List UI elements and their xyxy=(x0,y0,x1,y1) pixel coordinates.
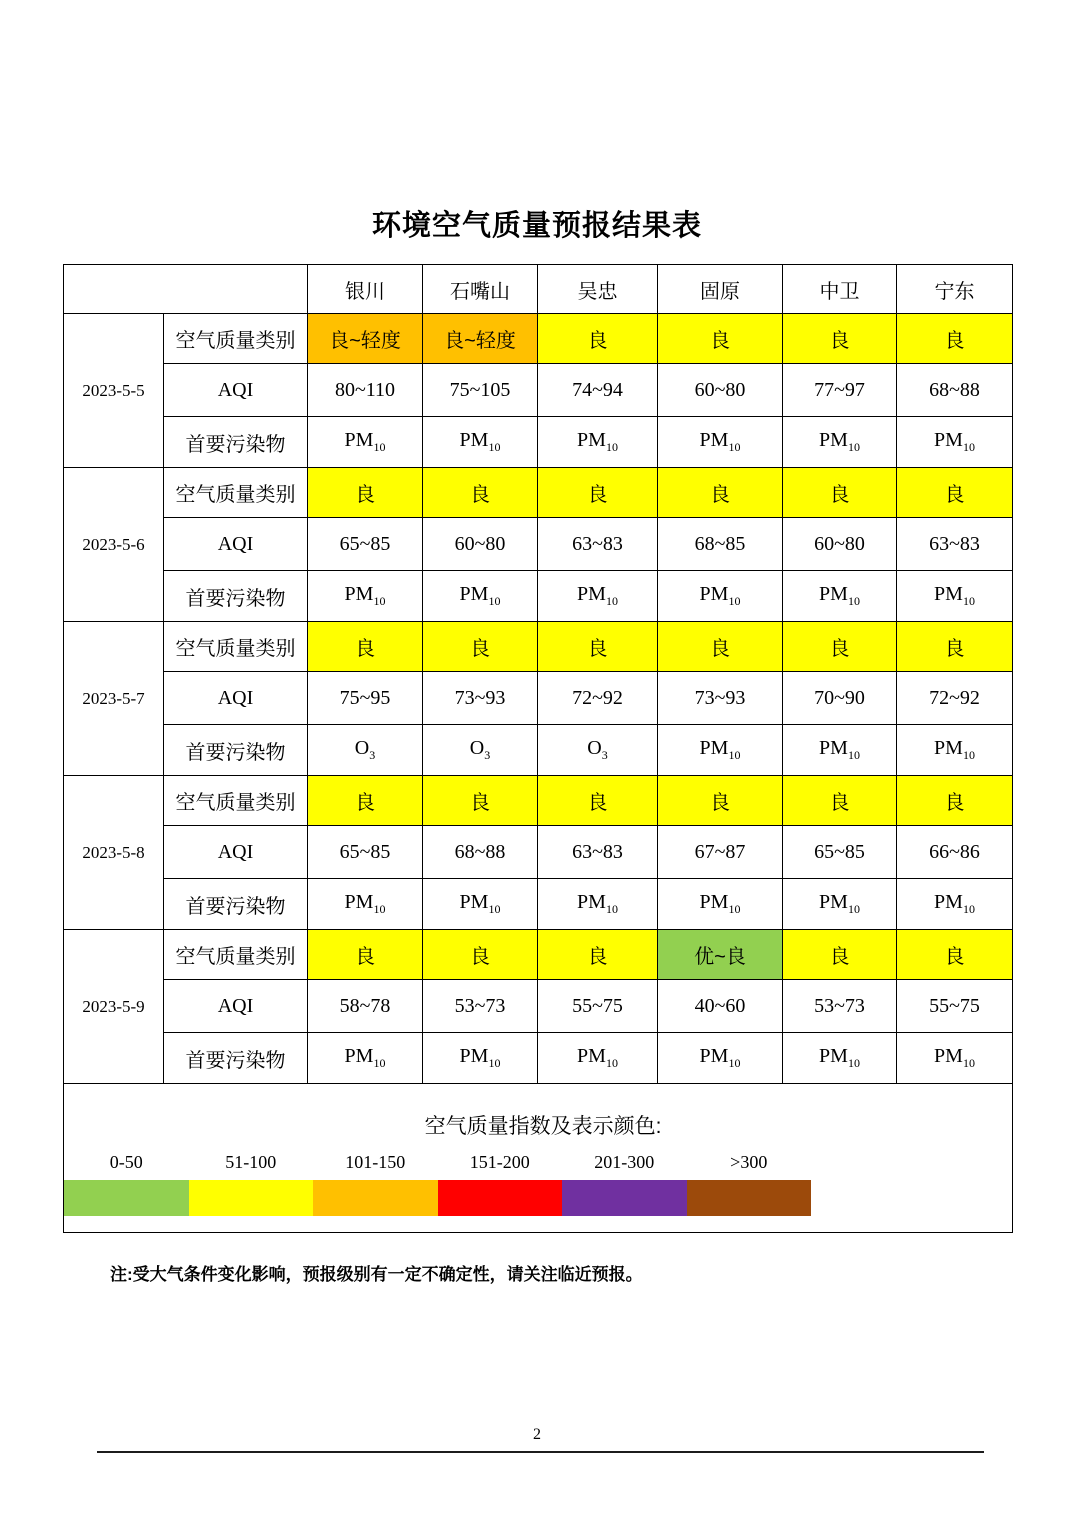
pollutant-subscript: 10 xyxy=(847,1056,860,1070)
category-cell: 良 xyxy=(538,468,658,518)
table-row xyxy=(64,571,1013,622)
pollutant-subscript: 10 xyxy=(488,440,501,454)
pollutant-subscript: 10 xyxy=(847,902,860,916)
legend-color-swatch xyxy=(687,1180,812,1216)
row-label-category: 空气质量类别 xyxy=(164,468,308,518)
legend-range-label: 201-300 xyxy=(594,1152,655,1172)
pollutant-subscript: 10 xyxy=(962,594,975,608)
pollutant-base: PM xyxy=(699,429,729,451)
pollutant-cell xyxy=(658,879,783,930)
category-cell: 良 xyxy=(897,622,1013,672)
legend-range-labels xyxy=(64,1152,811,1173)
category-cell: 良 xyxy=(308,776,423,826)
pollutant-subscript: 10 xyxy=(728,748,741,762)
pollutant-base: PM xyxy=(459,1045,489,1067)
category-cell: 良 xyxy=(658,776,783,826)
pollutant-cell xyxy=(658,1033,783,1084)
city-header-wuzhong: 吴忠 xyxy=(538,265,658,314)
pollutant-cell xyxy=(538,417,658,468)
pollutant-subscript: 10 xyxy=(373,1056,386,1070)
category-cell: 良 xyxy=(783,930,897,980)
category-cell: 良 xyxy=(423,468,538,518)
page-title: 环境空气质量预报结果表 xyxy=(371,210,702,242)
table-row xyxy=(64,1033,1013,1084)
aqi-cell: 55~75 xyxy=(897,980,1013,1033)
pollutant-subscript: 10 xyxy=(605,440,618,454)
category-cell: 良 xyxy=(897,468,1013,518)
pollutant-base: PM xyxy=(934,583,963,605)
legend-color-swatch xyxy=(64,1180,189,1216)
legend-color-swatch xyxy=(562,1180,687,1216)
pollutant-subscript: 10 xyxy=(605,1056,618,1070)
category-cell: 良 xyxy=(783,622,897,672)
aqi-cell: 73~93 xyxy=(423,672,538,725)
pollutant-base: PM xyxy=(459,583,489,605)
pollutant-cell xyxy=(783,1033,897,1084)
pollutant-base: PM xyxy=(934,1045,963,1067)
pollutant-base: O xyxy=(587,737,602,759)
legend-range-label: 101-150 xyxy=(345,1152,406,1172)
pollutant-cell xyxy=(423,725,538,776)
legend-range-label: 51-100 xyxy=(225,1152,277,1172)
pollutant-base: PM xyxy=(699,583,729,605)
pollutant-cell xyxy=(308,417,423,468)
pollutant-base: O xyxy=(469,737,485,759)
row-label-pollutant: 首要污染物 xyxy=(164,879,308,930)
pollutant-base: PM xyxy=(577,429,606,451)
date-cell: 2023-5-7 xyxy=(64,622,164,776)
row-label-aqi: AQI xyxy=(164,980,308,1033)
category-cell: 良 xyxy=(538,930,658,980)
aqi-cell: 63~83 xyxy=(538,826,658,879)
category-cell: 良~轻度 xyxy=(423,314,538,364)
pollutant-cell xyxy=(308,879,423,930)
category-cell: 良 xyxy=(538,776,658,826)
footer-rule xyxy=(97,1451,984,1453)
pollutant-cell xyxy=(658,417,783,468)
category-cell: 良 xyxy=(658,468,783,518)
legend-cell xyxy=(64,1084,1013,1233)
aqi-cell: 58~78 xyxy=(308,980,423,1033)
aqi-cell: 40~60 xyxy=(658,980,783,1033)
table-row xyxy=(64,364,1013,417)
pollutant-base: PM xyxy=(819,583,848,605)
table-row xyxy=(64,980,1013,1033)
pollutant-subscript: 10 xyxy=(488,594,501,608)
legend-range-label: 151-200 xyxy=(469,1152,530,1172)
pollutant-cell xyxy=(783,417,897,468)
category-cell: 良 xyxy=(538,314,658,364)
pollutant-base: PM xyxy=(344,429,374,451)
pollutant-base: PM xyxy=(819,1045,848,1067)
aqi-cell: 60~80 xyxy=(658,364,783,417)
city-header-guyuan: 固原 xyxy=(658,265,783,314)
pollutant-base: PM xyxy=(577,891,606,913)
aqi-cell: 60~80 xyxy=(783,518,897,571)
aqi-cell: 60~80 xyxy=(423,518,538,571)
table-row xyxy=(64,826,1013,879)
table-row xyxy=(64,672,1013,725)
pollutant-cell xyxy=(783,571,897,622)
pollutant-subscript: 10 xyxy=(728,594,741,608)
row-label-aqi: AQI xyxy=(164,364,308,417)
pollutant-cell xyxy=(783,879,897,930)
date-cell: 2023-5-5 xyxy=(64,314,164,468)
aqi-cell: 66~86 xyxy=(897,826,1013,879)
pollutant-subscript: 10 xyxy=(373,440,386,454)
row-label-category: 空气质量类别 xyxy=(164,930,308,980)
note-text: 注:受大气条件变化影响，预报级别有一定不确定性，请关注临近预报。 xyxy=(110,1265,643,1284)
pollutant-base: PM xyxy=(934,429,963,451)
pollutant-base: PM xyxy=(344,583,374,605)
row-label-category: 空气质量类别 xyxy=(164,314,308,364)
pollutant-cell xyxy=(897,1033,1013,1084)
aqi-cell: 72~92 xyxy=(897,672,1013,725)
city-header-zhongwei: 中卫 xyxy=(783,265,897,314)
pollutant-cell xyxy=(658,725,783,776)
category-cell: 良~轻度 xyxy=(308,314,423,364)
pollutant-base: PM xyxy=(934,891,963,913)
pollutant-subscript: 10 xyxy=(488,1056,501,1070)
aqi-cell: 75~105 xyxy=(423,364,538,417)
pollutant-subscript: 10 xyxy=(728,440,741,454)
aqi-cell: 63~83 xyxy=(897,518,1013,571)
empty-header-cell xyxy=(64,265,308,314)
pollutant-base: PM xyxy=(577,583,606,605)
legend-color-swatch xyxy=(189,1180,314,1216)
category-cell: 良 xyxy=(783,468,897,518)
pollutant-cell xyxy=(423,417,538,468)
legend-color-swatch xyxy=(438,1180,563,1216)
table-body xyxy=(64,314,1013,1084)
date-cell: 2023-5-8 xyxy=(64,776,164,930)
aqi-cell: 80~110 xyxy=(308,364,423,417)
city-header-shizuishan: 石嘴山 xyxy=(423,265,538,314)
pollutant-cell xyxy=(308,725,423,776)
pollutant-subscript: 10 xyxy=(605,902,618,916)
pollutant-cell xyxy=(423,571,538,622)
city-header-yinchuan: 银川 xyxy=(308,265,423,314)
table-header-row xyxy=(64,265,1013,314)
table-row xyxy=(64,518,1013,571)
aqi-cell: 68~85 xyxy=(658,518,783,571)
pollutant-cell xyxy=(538,571,658,622)
pollutant-cell xyxy=(538,725,658,776)
pollutant-cell xyxy=(423,879,538,930)
pollutant-subscript: 10 xyxy=(373,902,386,916)
table-row xyxy=(64,468,1013,518)
row-label-category: 空气质量类别 xyxy=(164,622,308,672)
legend-color-swatch xyxy=(313,1180,438,1216)
pollutant-subscript: 10 xyxy=(728,1056,741,1070)
pollutant-subscript: 3 xyxy=(484,748,491,762)
date-cell: 2023-5-6 xyxy=(64,468,164,622)
page-number: 2 xyxy=(533,1426,541,1443)
pollutant-subscript: 10 xyxy=(962,440,975,454)
category-cell: 良 xyxy=(783,314,897,364)
aqi-cell: 73~93 xyxy=(658,672,783,725)
category-cell: 良 xyxy=(423,776,538,826)
category-cell: 良 xyxy=(658,314,783,364)
category-cell: 良 xyxy=(308,622,423,672)
pollutant-base: PM xyxy=(459,891,489,913)
row-label-pollutant: 首要污染物 xyxy=(164,571,308,622)
legend-title: 空气质量指数及表示颜色: xyxy=(424,1115,662,1138)
category-cell: 良 xyxy=(308,930,423,980)
date-cell: 2023-5-9 xyxy=(64,930,164,1084)
pollutant-base: O xyxy=(354,737,370,759)
aqi-cell: 77~97 xyxy=(783,364,897,417)
pollutant-base: PM xyxy=(344,1045,374,1067)
category-cell: 良 xyxy=(658,622,783,672)
legend-range-label: >300 xyxy=(730,1152,768,1172)
category-cell: 良 xyxy=(423,930,538,980)
pollutant-cell xyxy=(538,879,658,930)
table-row xyxy=(64,930,1013,980)
pollutant-base: PM xyxy=(699,737,729,759)
category-cell: 良 xyxy=(538,622,658,672)
aqi-cell: 75~95 xyxy=(308,672,423,725)
aqi-cell: 70~90 xyxy=(783,672,897,725)
row-label-aqi: AQI xyxy=(164,672,308,725)
aqi-cell: 68~88 xyxy=(897,364,1013,417)
aqi-cell: 65~85 xyxy=(308,518,423,571)
pollutant-base: PM xyxy=(577,1045,606,1067)
table-row xyxy=(64,725,1013,776)
row-label-pollutant: 首要污染物 xyxy=(164,1033,308,1084)
aqi-cell: 74~94 xyxy=(538,364,658,417)
legend-range-label: 0-50 xyxy=(109,1152,143,1172)
category-cell: 良 xyxy=(897,776,1013,826)
category-cell: 良 xyxy=(308,468,423,518)
category-cell: 良 xyxy=(783,776,897,826)
forecast-table xyxy=(63,264,1013,1233)
pollutant-cell xyxy=(897,571,1013,622)
pollutant-subscript: 10 xyxy=(488,902,501,916)
pollutant-subscript: 10 xyxy=(728,902,741,916)
category-cell: 良 xyxy=(897,930,1013,980)
pollutant-subscript: 10 xyxy=(605,594,618,608)
aqi-cell: 65~85 xyxy=(783,826,897,879)
pollutant-cell xyxy=(308,1033,423,1084)
table-row xyxy=(64,879,1013,930)
table-row xyxy=(64,776,1013,826)
pollutant-base: PM xyxy=(699,891,729,913)
aqi-cell: 53~73 xyxy=(783,980,897,1033)
pollutant-subscript: 10 xyxy=(962,748,975,762)
pollutant-subscript: 3 xyxy=(601,748,608,762)
pollutant-base: PM xyxy=(699,1045,729,1067)
aqi-cell: 55~75 xyxy=(538,980,658,1033)
pollutant-subscript: 10 xyxy=(962,1056,975,1070)
row-label-pollutant: 首要污染物 xyxy=(164,417,308,468)
pollutant-subscript: 10 xyxy=(373,594,386,608)
pollutant-subscript: 3 xyxy=(369,748,376,762)
table-row xyxy=(64,622,1013,672)
pollutant-cell xyxy=(538,1033,658,1084)
pollutant-base: PM xyxy=(819,429,848,451)
pollutant-subscript: 10 xyxy=(962,902,975,916)
city-header-ningdong: 宁东 xyxy=(897,265,1013,314)
pollutant-base: PM xyxy=(819,891,848,913)
pollutant-subscript: 10 xyxy=(847,440,860,454)
category-cell: 良 xyxy=(423,622,538,672)
category-cell: 良 xyxy=(897,314,1013,364)
pollutant-cell xyxy=(423,1033,538,1084)
legend-row xyxy=(64,1084,1013,1233)
category-cell: 优~良 xyxy=(658,930,783,980)
pollutant-subscript: 10 xyxy=(847,748,860,762)
row-label-pollutant: 首要污染物 xyxy=(164,725,308,776)
aqi-cell: 68~88 xyxy=(423,826,538,879)
pollutant-cell xyxy=(897,417,1013,468)
table-row xyxy=(64,314,1013,364)
pollutant-cell xyxy=(658,571,783,622)
row-label-aqi: AQI xyxy=(164,518,308,571)
row-label-aqi: AQI xyxy=(164,826,308,879)
aqi-cell: 63~83 xyxy=(538,518,658,571)
pollutant-base: PM xyxy=(344,891,374,913)
pollutant-subscript: 10 xyxy=(847,594,860,608)
aqi-cell: 72~92 xyxy=(538,672,658,725)
legend-body xyxy=(64,1084,1013,1233)
pollutant-cell xyxy=(308,571,423,622)
aqi-cell: 67~87 xyxy=(658,826,783,879)
pollutant-cell xyxy=(897,725,1013,776)
pollutant-cell xyxy=(897,879,1013,930)
aqi-cell: 65~85 xyxy=(308,826,423,879)
aqi-cell: 53~73 xyxy=(423,980,538,1033)
legend-color-swatches xyxy=(64,1180,811,1216)
pollutant-base: PM xyxy=(934,737,963,759)
row-label-category: 空气质量类别 xyxy=(164,776,308,826)
pollutant-base: PM xyxy=(819,737,848,759)
table-row xyxy=(64,417,1013,468)
pollutant-base: PM xyxy=(459,429,489,451)
pollutant-cell xyxy=(783,725,897,776)
